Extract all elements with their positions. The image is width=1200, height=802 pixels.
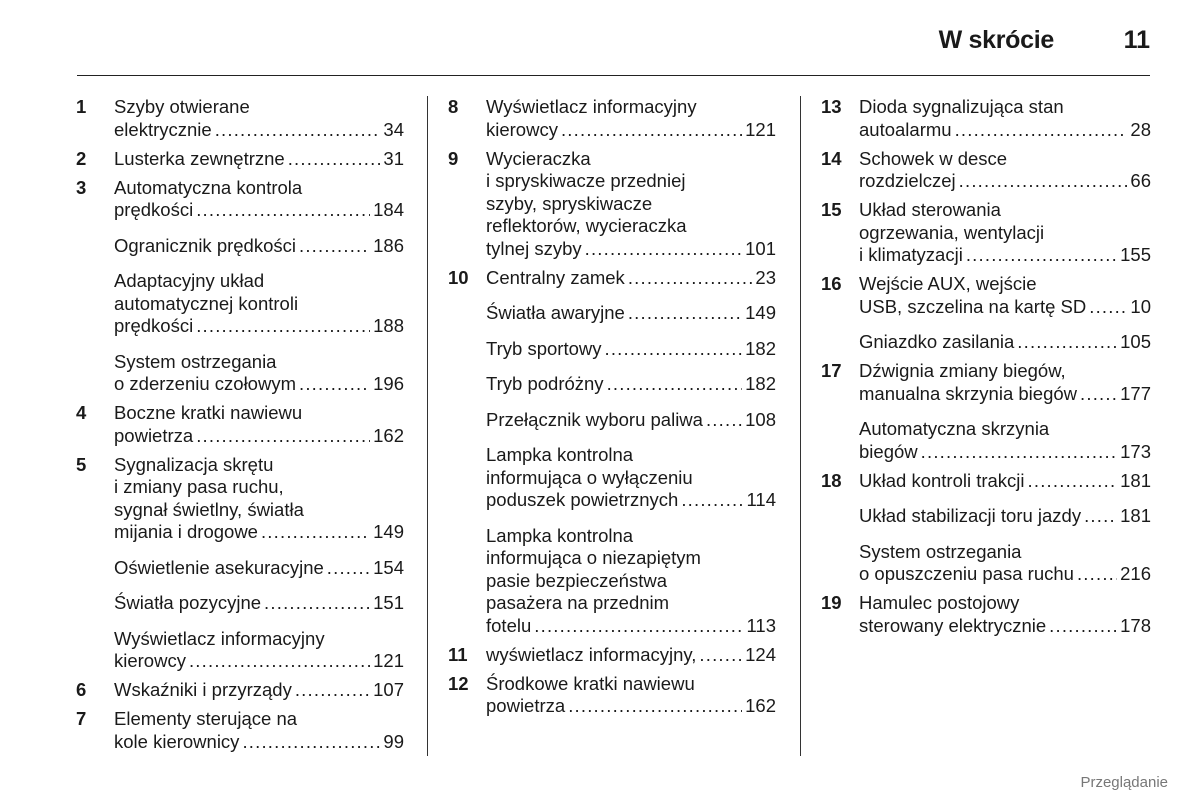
entry-label: biegów bbox=[859, 440, 918, 462]
dot-leader bbox=[1049, 615, 1117, 638]
entry-reference-line[interactable] bbox=[486, 373, 776, 396]
entry-text-line: Adaptacyjny układ bbox=[114, 270, 265, 291]
entry-reference-line[interactable] bbox=[486, 644, 776, 667]
index-entry bbox=[448, 673, 776, 718]
entry-reference-line[interactable] bbox=[114, 148, 404, 171]
dot-leader bbox=[196, 199, 370, 222]
entry-page-number: 124 bbox=[745, 643, 776, 665]
entry-text-line: Boczne kratki nawiewu bbox=[114, 402, 303, 423]
entry-number: 1 bbox=[76, 96, 87, 117]
entry-page-number: 154 bbox=[373, 556, 404, 578]
entry-reference-line[interactable] bbox=[859, 383, 1151, 406]
dot-leader bbox=[699, 644, 742, 667]
dot-leader bbox=[1017, 331, 1117, 354]
entry-text-line: System ostrzegania bbox=[114, 350, 277, 372]
entry-text-line: automatycznej kontroli bbox=[114, 292, 299, 314]
dot-leader bbox=[628, 302, 742, 325]
entry-page-number: 114 bbox=[746, 489, 776, 510]
dot-leader bbox=[585, 238, 743, 261]
dot-leader bbox=[1084, 505, 1117, 528]
entry-text-line: Szyby otwierane bbox=[114, 96, 250, 117]
entry-page-number: 216 bbox=[1120, 563, 1151, 584]
entry-page-number: 162 bbox=[373, 424, 404, 446]
index-entry bbox=[448, 525, 776, 638]
entry-reference-line[interactable] bbox=[114, 235, 404, 258]
entry-label: Tryb sportowy bbox=[486, 337, 602, 359]
entry-label: kierowcy bbox=[114, 650, 186, 671]
entry-label: tylnej szyby bbox=[486, 237, 582, 259]
entry-text-line: Lampka kontrolna bbox=[486, 444, 634, 465]
entry-reference-line[interactable] bbox=[859, 615, 1151, 638]
entry-reference-line[interactable] bbox=[114, 592, 404, 615]
entry-page-number: 28 bbox=[1130, 118, 1151, 140]
index-entry bbox=[76, 270, 404, 338]
index-entry bbox=[821, 331, 1151, 354]
dot-leader bbox=[196, 425, 370, 448]
index-column-2 bbox=[448, 96, 776, 718]
entry-page-number: 31 bbox=[383, 147, 404, 169]
entry-reference-line[interactable] bbox=[859, 170, 1151, 193]
dot-leader bbox=[189, 650, 370, 673]
dot-leader bbox=[299, 235, 370, 258]
dot-leader bbox=[966, 244, 1117, 267]
entry-page-number: 173 bbox=[1120, 440, 1151, 462]
entry-text-line: Automatyczna kontrola bbox=[114, 176, 303, 198]
entry-text-line: informująca o wyłączeniu bbox=[486, 466, 693, 488]
entry-text-line: szyby, spryskiwacze bbox=[486, 192, 653, 214]
entry-label: kole kierownicy bbox=[114, 730, 240, 752]
entry-page-number: 151 bbox=[373, 592, 404, 613]
entry-text-line: i spryskiwacze przedniej bbox=[486, 170, 686, 191]
index-entry bbox=[448, 96, 776, 141]
index-entry bbox=[821, 199, 1151, 267]
index-entry bbox=[448, 409, 776, 432]
index-entry bbox=[448, 148, 776, 261]
entry-text-line: System ostrzegania bbox=[859, 540, 1022, 562]
dot-leader bbox=[955, 119, 1128, 142]
entry-number: 4 bbox=[76, 402, 87, 423]
entry-text-line: Wycieraczka bbox=[486, 147, 591, 169]
index-column-3 bbox=[821, 96, 1151, 637]
index-entry bbox=[448, 644, 776, 667]
index-entry bbox=[76, 557, 404, 580]
index-entry bbox=[821, 592, 1151, 637]
entry-page-number: 182 bbox=[745, 373, 776, 394]
entry-page-number: 10 bbox=[1130, 295, 1151, 317]
entry-reference-line[interactable] bbox=[859, 296, 1151, 319]
entry-reference-line[interactable] bbox=[486, 302, 776, 325]
entry-label: Gniazdko zasilania bbox=[859, 331, 1015, 352]
entry-text-line: Automatyczna skrzynia bbox=[859, 418, 1050, 439]
entry-number: 7 bbox=[76, 708, 87, 729]
index-entry bbox=[76, 708, 404, 753]
entry-label: rozdzielczej bbox=[859, 170, 956, 191]
dot-leader bbox=[561, 119, 742, 142]
dot-leader bbox=[1028, 470, 1118, 493]
entry-number: 9 bbox=[448, 147, 459, 169]
entry-text-line: Lampka kontrolna bbox=[486, 524, 634, 546]
dot-leader bbox=[264, 592, 370, 615]
entry-reference-line[interactable] bbox=[114, 315, 404, 338]
index-entry bbox=[76, 454, 404, 544]
index-entry bbox=[448, 444, 776, 512]
entry-number: 3 bbox=[76, 176, 87, 198]
entry-label: kierowcy bbox=[486, 118, 558, 140]
entry-text-line: informująca o niezapiętym bbox=[486, 547, 701, 568]
index-entry bbox=[821, 148, 1151, 193]
dot-leader bbox=[628, 267, 753, 290]
entry-page-number: 184 bbox=[373, 199, 404, 220]
dot-leader bbox=[295, 679, 370, 702]
entry-reference-line[interactable] bbox=[859, 470, 1151, 493]
entry-reference-line[interactable] bbox=[114, 521, 404, 544]
dot-leader bbox=[706, 409, 742, 432]
entry-number: 11 bbox=[448, 643, 468, 665]
entry-label: wyświetlacz informacyjny, bbox=[486, 643, 697, 665]
column-divider bbox=[427, 96, 428, 756]
index-entry bbox=[76, 177, 404, 222]
entry-number: 16 bbox=[821, 273, 842, 294]
entry-label: fotelu bbox=[486, 614, 532, 636]
entry-number: 10 bbox=[448, 266, 469, 288]
entry-page-number: 177 bbox=[1120, 382, 1151, 404]
entry-text-line: Układ sterowania bbox=[859, 199, 1001, 220]
entry-page-number: 113 bbox=[746, 614, 776, 636]
entry-number: 2 bbox=[76, 147, 87, 169]
entry-reference-line[interactable] bbox=[859, 505, 1151, 528]
entry-label: manualna skrzynia biegów bbox=[859, 382, 1078, 404]
entry-label: Tryb podróżny bbox=[486, 373, 604, 394]
entry-reference-line[interactable] bbox=[486, 409, 776, 432]
entry-reference-line[interactable] bbox=[114, 199, 404, 222]
header-divider bbox=[77, 75, 1150, 76]
entry-reference-line[interactable] bbox=[859, 563, 1151, 586]
dot-leader bbox=[1077, 563, 1117, 586]
entry-label: Wskaźniki i przyrządy bbox=[114, 679, 292, 700]
entry-label: Ogranicznik prędkości bbox=[114, 234, 296, 256]
entry-reference-line[interactable] bbox=[114, 373, 404, 396]
entry-number: 19 bbox=[821, 592, 842, 613]
dot-leader bbox=[921, 441, 1117, 464]
entry-page-number: 181 bbox=[1120, 505, 1151, 526]
entry-reference-line[interactable] bbox=[486, 489, 776, 512]
entry-text-line: Wejście AUX, wejście bbox=[859, 273, 1037, 294]
entry-label: USB, szczelina na kartę SD bbox=[859, 295, 1087, 317]
entry-number: 8 bbox=[448, 96, 459, 117]
entry-reference-line[interactable] bbox=[486, 615, 776, 638]
entry-reference-line[interactable] bbox=[114, 425, 404, 448]
index-entry bbox=[76, 351, 404, 396]
dot-leader bbox=[681, 489, 743, 512]
entry-reference-line[interactable] bbox=[486, 338, 776, 361]
entry-label: powietrza bbox=[114, 424, 194, 446]
index-entry bbox=[821, 541, 1151, 586]
index-entry bbox=[76, 679, 404, 702]
entry-page-number: 108 bbox=[745, 408, 776, 430]
entry-label: Centralny zamek bbox=[486, 266, 625, 288]
entry-label: Przełącznik wyboru paliwa bbox=[486, 408, 703, 430]
index-entry bbox=[76, 96, 404, 141]
page-number: 11 bbox=[1123, 26, 1150, 54]
entry-text-line: Hamulec postojowy bbox=[859, 592, 1020, 613]
dot-leader bbox=[1089, 296, 1127, 319]
entry-label: mijania i drogowe bbox=[114, 521, 258, 542]
entry-number: 18 bbox=[821, 469, 842, 491]
index-entry bbox=[76, 235, 404, 258]
dot-leader bbox=[959, 170, 1128, 193]
page-title: W skrócie bbox=[938, 26, 1054, 54]
entry-page-number: 155 bbox=[1120, 244, 1151, 265]
dot-leader bbox=[299, 373, 370, 396]
entry-label: Światła awaryjne bbox=[486, 302, 625, 323]
entry-number: 13 bbox=[821, 96, 842, 117]
index-entry bbox=[448, 302, 776, 325]
entry-reference-line[interactable] bbox=[114, 679, 404, 702]
dot-leader bbox=[604, 338, 742, 361]
entry-text-line: Schowek w desce bbox=[859, 147, 1008, 169]
entry-text-line: reflektorów, wycieraczka bbox=[486, 215, 687, 236]
entry-reference-line[interactable] bbox=[859, 244, 1151, 267]
entry-text-line: pasażera na przednim bbox=[486, 592, 670, 613]
index-entry bbox=[76, 148, 404, 171]
entry-label: o opuszczeniu pasa ruchu bbox=[859, 563, 1074, 584]
browse-link[interactable]: Przeglądanie bbox=[1080, 774, 1168, 791]
entry-label: Układ kontroli trakcji bbox=[859, 469, 1025, 491]
entry-page-number: 188 bbox=[373, 315, 404, 336]
entry-text-line: ogrzewania, wentylacji bbox=[859, 221, 1045, 243]
entry-label: autoalarmu bbox=[859, 118, 952, 140]
entry-page-number: 149 bbox=[373, 521, 404, 542]
entry-number: 5 bbox=[76, 453, 87, 475]
entry-text-line: sygnał świetlny, światła bbox=[114, 498, 304, 520]
entry-page-number: 149 bbox=[745, 302, 776, 323]
index-entry bbox=[448, 267, 776, 290]
index-entry bbox=[76, 592, 404, 615]
entry-label: Oświetlenie asekuracyjne bbox=[114, 556, 324, 578]
entry-reference-line[interactable] bbox=[486, 267, 776, 290]
entry-text-line: Sygnalizacja skrętu bbox=[114, 453, 274, 475]
column-divider bbox=[800, 96, 801, 756]
entry-reference-line[interactable] bbox=[859, 119, 1151, 142]
entry-text-line: pasie bezpieczeństwa bbox=[486, 569, 667, 591]
entry-reference-line[interactable] bbox=[486, 119, 776, 142]
dot-leader bbox=[568, 695, 742, 718]
dot-leader bbox=[261, 521, 370, 544]
entry-page-number: 121 bbox=[373, 650, 404, 671]
entry-page-number: 196 bbox=[373, 373, 404, 394]
entry-reference-line[interactable] bbox=[486, 238, 776, 261]
dot-leader bbox=[215, 119, 381, 142]
entry-page-number: 101 bbox=[745, 237, 776, 259]
dot-leader bbox=[242, 731, 380, 754]
entry-reference-line[interactable] bbox=[114, 119, 404, 142]
entry-label: powietrza bbox=[486, 695, 566, 716]
entry-page-number: 34 bbox=[383, 118, 404, 140]
index-entry bbox=[76, 402, 404, 447]
entry-reference-line[interactable] bbox=[114, 731, 404, 754]
entry-text-line: Wyświetlacz informacyjny bbox=[114, 627, 325, 649]
entry-page-number: 186 bbox=[373, 234, 404, 256]
entry-reference-line[interactable] bbox=[859, 441, 1151, 464]
entry-label: poduszek powietrznych bbox=[486, 489, 679, 510]
entry-reference-line[interactable] bbox=[859, 331, 1151, 354]
index-entry bbox=[448, 373, 776, 396]
dot-leader bbox=[607, 373, 743, 396]
index-entry bbox=[821, 505, 1151, 528]
entry-label: Układ stabilizacji toru jazdy bbox=[859, 505, 1082, 526]
index-entry bbox=[821, 418, 1151, 463]
entry-reference-line[interactable] bbox=[114, 557, 404, 580]
index-entry bbox=[821, 273, 1151, 318]
entry-label: Światła pozycyjne bbox=[114, 592, 262, 613]
entry-text-line: i zmiany pasa ruchu, bbox=[114, 476, 284, 497]
entry-text-line: Dźwignia zmiany biegów, bbox=[859, 360, 1066, 381]
entry-reference-line[interactable] bbox=[114, 650, 404, 673]
entry-label: i klimatyzacji bbox=[859, 244, 963, 265]
entry-label: prędkości bbox=[114, 199, 194, 220]
entry-page-number: 178 bbox=[1120, 614, 1151, 636]
entry-label: prędkości bbox=[114, 315, 194, 336]
index-entry bbox=[821, 470, 1151, 493]
dot-leader bbox=[1080, 383, 1117, 406]
entry-number: 15 bbox=[821, 199, 842, 220]
index-entry bbox=[76, 628, 404, 673]
index-column-1 bbox=[76, 96, 404, 753]
index-entry bbox=[821, 96, 1151, 141]
dot-leader bbox=[327, 557, 370, 580]
entry-page-number: 121 bbox=[745, 118, 776, 140]
entry-page-number: 23 bbox=[755, 266, 776, 288]
index-entry bbox=[821, 360, 1151, 405]
dot-leader bbox=[288, 148, 381, 171]
entry-page-number: 181 bbox=[1120, 469, 1151, 491]
index-entry bbox=[448, 338, 776, 361]
entry-label: elektrycznie bbox=[114, 118, 212, 140]
entry-page-number: 162 bbox=[745, 695, 776, 716]
dot-leader bbox=[534, 615, 743, 638]
entry-page-number: 99 bbox=[383, 730, 404, 752]
entry-label: sterowany elektrycznie bbox=[859, 614, 1047, 636]
entry-number: 12 bbox=[448, 672, 469, 694]
entry-text-line: Wyświetlacz informacyjny bbox=[486, 96, 697, 117]
entry-text-line: Elementy sterujące na bbox=[114, 708, 298, 729]
entry-text-line: Dioda sygnalizująca stan bbox=[859, 96, 1064, 117]
entry-page-number: 107 bbox=[373, 679, 404, 700]
dot-leader bbox=[196, 315, 370, 338]
entry-number: 14 bbox=[821, 147, 842, 169]
entry-page-number: 66 bbox=[1130, 170, 1151, 191]
entry-reference-line[interactable] bbox=[486, 695, 776, 718]
entry-label: Lusterka zewnętrzne bbox=[114, 147, 285, 169]
entry-number: 17 bbox=[821, 360, 842, 381]
entry-number: 6 bbox=[76, 679, 87, 700]
entry-page-number: 182 bbox=[745, 337, 776, 359]
entry-label: o zderzeniu czołowym bbox=[114, 373, 296, 394]
entry-text-line: Środkowe kratki nawiewu bbox=[486, 672, 695, 694]
entry-page-number: 105 bbox=[1120, 331, 1151, 352]
